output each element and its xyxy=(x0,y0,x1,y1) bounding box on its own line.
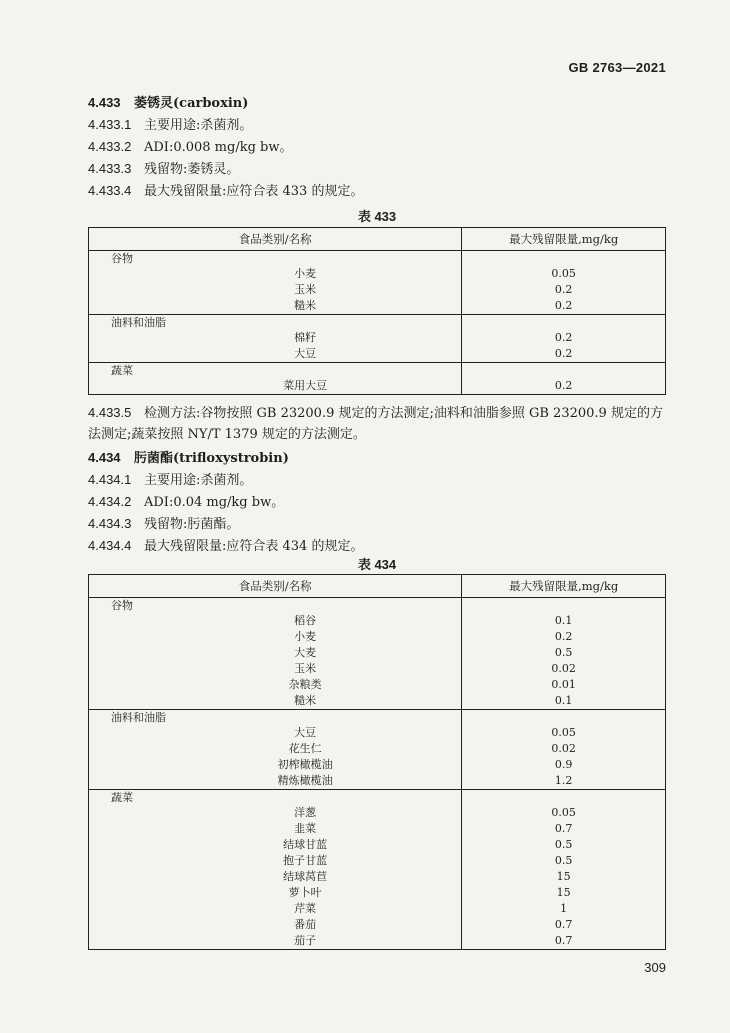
limit-value: 0.7 xyxy=(462,933,666,950)
table-row xyxy=(89,917,666,933)
page-number: 309 xyxy=(644,960,666,975)
clause-text: 残留物:肟菌酯。 xyxy=(144,517,240,532)
clause-number: 4.433.3 xyxy=(88,161,132,176)
food-name: 花生仁 xyxy=(89,741,462,757)
column-header-limit: 最大残留限量,mg/kg xyxy=(462,228,666,251)
category-row xyxy=(89,790,666,806)
section-433-title xyxy=(88,92,666,114)
category-name: 蔬菜 xyxy=(89,790,462,806)
limit-value: 0.05 xyxy=(551,806,576,819)
table-row xyxy=(89,298,666,315)
table-row xyxy=(89,725,666,741)
limit-value: 0.02 xyxy=(551,662,576,675)
clause-number: 4.434.2 xyxy=(88,494,132,509)
table-row xyxy=(89,869,666,885)
food-name: 茄子 xyxy=(89,933,462,950)
food-name: 韭菜 xyxy=(89,821,462,837)
food-name: 玉米 xyxy=(89,661,462,677)
limit-value: 0.7 xyxy=(554,822,573,835)
table-row xyxy=(89,821,666,837)
limit-value: 0.2 xyxy=(554,331,573,344)
column-header-food: 食品类别/名称 xyxy=(89,228,462,251)
section-number: 4.434 xyxy=(88,450,121,465)
table-row xyxy=(89,757,666,773)
food-name: 杂粮类 xyxy=(89,677,462,693)
table-433-caption: 表 433 xyxy=(357,209,397,224)
food-name: 结球甘蓝 xyxy=(89,837,462,853)
table-row xyxy=(89,645,666,661)
limit-value: 0.02 xyxy=(551,742,576,755)
limit-value: 0.5 xyxy=(554,646,573,659)
section-434-title xyxy=(88,447,666,469)
food-name: 萝卜叶 xyxy=(89,885,462,901)
food-name: 大麦 xyxy=(89,645,462,661)
food-name: 初榨橄榄油 xyxy=(89,757,462,773)
column-header-limit: 最大残留限量,mg/kg xyxy=(462,575,666,598)
clause-433-3 xyxy=(88,158,666,180)
clause-text: 最大残留限量:应符合表 434 的规定。 xyxy=(144,539,364,554)
category-name: 蔬菜 xyxy=(89,363,462,379)
table-row xyxy=(89,613,666,629)
limit-value: 1.2 xyxy=(462,773,666,790)
food-name: 大豆 xyxy=(89,346,462,363)
food-name: 糙米 xyxy=(89,298,462,315)
food-name: 稻谷 xyxy=(89,613,462,629)
category-name: 谷物 xyxy=(89,598,462,614)
clause-text: 残留物:萎锈灵。 xyxy=(144,162,240,177)
limit-value: 0.5 xyxy=(554,854,573,867)
food-name: 精炼橄榄油 xyxy=(89,773,462,790)
table-row xyxy=(89,661,666,677)
table-row xyxy=(89,853,666,869)
food-name: 芹菜 xyxy=(89,901,462,917)
table-row xyxy=(89,885,666,901)
limit-value: 0.2 xyxy=(462,346,666,363)
clause-433-1 xyxy=(88,114,666,136)
limit-value: 0.1 xyxy=(554,614,573,627)
section-434 xyxy=(88,402,666,557)
clause-text: 最大残留限量:应符合表 433 的规定。 xyxy=(144,184,364,199)
food-name: 糙米 xyxy=(89,693,462,710)
table-row xyxy=(89,901,666,917)
food-name: 玉米 xyxy=(89,282,462,298)
limit-value: 0.2 xyxy=(462,378,666,395)
food-name: 菜用大豆 xyxy=(89,378,462,395)
section-title: 肟菌酯(trifloxystrobin) xyxy=(134,451,289,466)
limit-value: 0.01 xyxy=(551,678,576,691)
clause-text: 检测方法:谷物按照 GB 23200.9 规定的方法测定;油料和油脂参照 GB 23200.9 规定的方法测定;蔬菜按照 NY/T 1379 规定的方法测定。 xyxy=(88,406,663,442)
limit-value: 0.7 xyxy=(554,918,573,931)
clause-number: 4.433.2 xyxy=(88,139,132,154)
table-433 xyxy=(88,227,666,395)
clause-text: ADI:0.008 mg/kg bw。 xyxy=(144,140,293,155)
food-name: 大豆 xyxy=(89,725,462,741)
category-row xyxy=(89,363,666,379)
clause-number: 4.433.1 xyxy=(88,117,132,132)
clause-number: 4.434.1 xyxy=(88,472,132,487)
table-row xyxy=(89,773,666,790)
category-name: 油料和油脂 xyxy=(89,710,462,726)
section-title: 萎锈灵(carboxin) xyxy=(134,96,249,111)
food-name: 结球莴苣 xyxy=(89,869,462,885)
limit-value: 0.05 xyxy=(551,267,576,280)
standard-code: GB 2763—2021 xyxy=(568,60,666,75)
clause-number: 4.434.4 xyxy=(88,538,132,553)
clause-text: 主要用途:杀菌剂。 xyxy=(144,118,253,133)
table-row xyxy=(89,837,666,853)
table-row xyxy=(89,629,666,645)
table-row xyxy=(89,282,666,298)
table-434-caption: 表 434 xyxy=(357,557,397,572)
clause-number: 4.433.5 xyxy=(88,405,132,420)
category-row xyxy=(89,598,666,614)
column-header-food: 食品类别/名称 xyxy=(89,575,462,598)
table-row xyxy=(89,330,666,346)
limit-value: 0.05 xyxy=(551,726,576,739)
clause-number: 4.433.4 xyxy=(88,183,132,198)
table-row xyxy=(89,346,666,363)
food-name: 棉籽 xyxy=(89,330,462,346)
category-row xyxy=(89,251,666,267)
clause-433-2 xyxy=(88,136,666,158)
clause-text: 主要用途:杀菌剂。 xyxy=(144,473,253,488)
table-row xyxy=(89,693,666,710)
section-433 xyxy=(88,92,666,202)
limit-value: 1 xyxy=(560,902,568,915)
category-row xyxy=(89,315,666,331)
clause-433-4 xyxy=(88,180,666,202)
food-name: 小麦 xyxy=(89,629,462,645)
food-name: 洋葱 xyxy=(89,805,462,821)
category-name: 油料和油脂 xyxy=(89,315,462,331)
table-row xyxy=(89,933,666,950)
category-row xyxy=(89,710,666,726)
food-name: 小麦 xyxy=(89,266,462,282)
clause-text: ADI:0.04 mg/kg bw。 xyxy=(144,495,285,510)
limit-value: 15 xyxy=(556,886,571,899)
clause-number: 4.434.3 xyxy=(88,516,132,531)
limit-value: 0.2 xyxy=(554,630,573,643)
table-row xyxy=(89,805,666,821)
clause-434-1 xyxy=(88,469,666,491)
limit-value: 15 xyxy=(556,870,571,883)
limit-value: 0.5 xyxy=(554,838,573,851)
limit-value: 0.9 xyxy=(554,758,573,771)
limit-value: 0.1 xyxy=(462,693,666,710)
table-row xyxy=(89,266,666,282)
clause-434-2 xyxy=(88,491,666,513)
food-name: 番茄 xyxy=(89,917,462,933)
table-row xyxy=(89,741,666,757)
food-name: 抱子甘蓝 xyxy=(89,853,462,869)
limit-value: 0.2 xyxy=(554,283,573,296)
table-434 xyxy=(88,574,666,950)
clause-433-5 xyxy=(88,402,666,445)
section-number: 4.433 xyxy=(88,95,121,110)
table-row xyxy=(89,378,666,395)
category-name: 谷物 xyxy=(89,251,462,267)
limit-value: 0.2 xyxy=(462,298,666,315)
clause-434-3 xyxy=(88,513,666,535)
table-row xyxy=(89,677,666,693)
